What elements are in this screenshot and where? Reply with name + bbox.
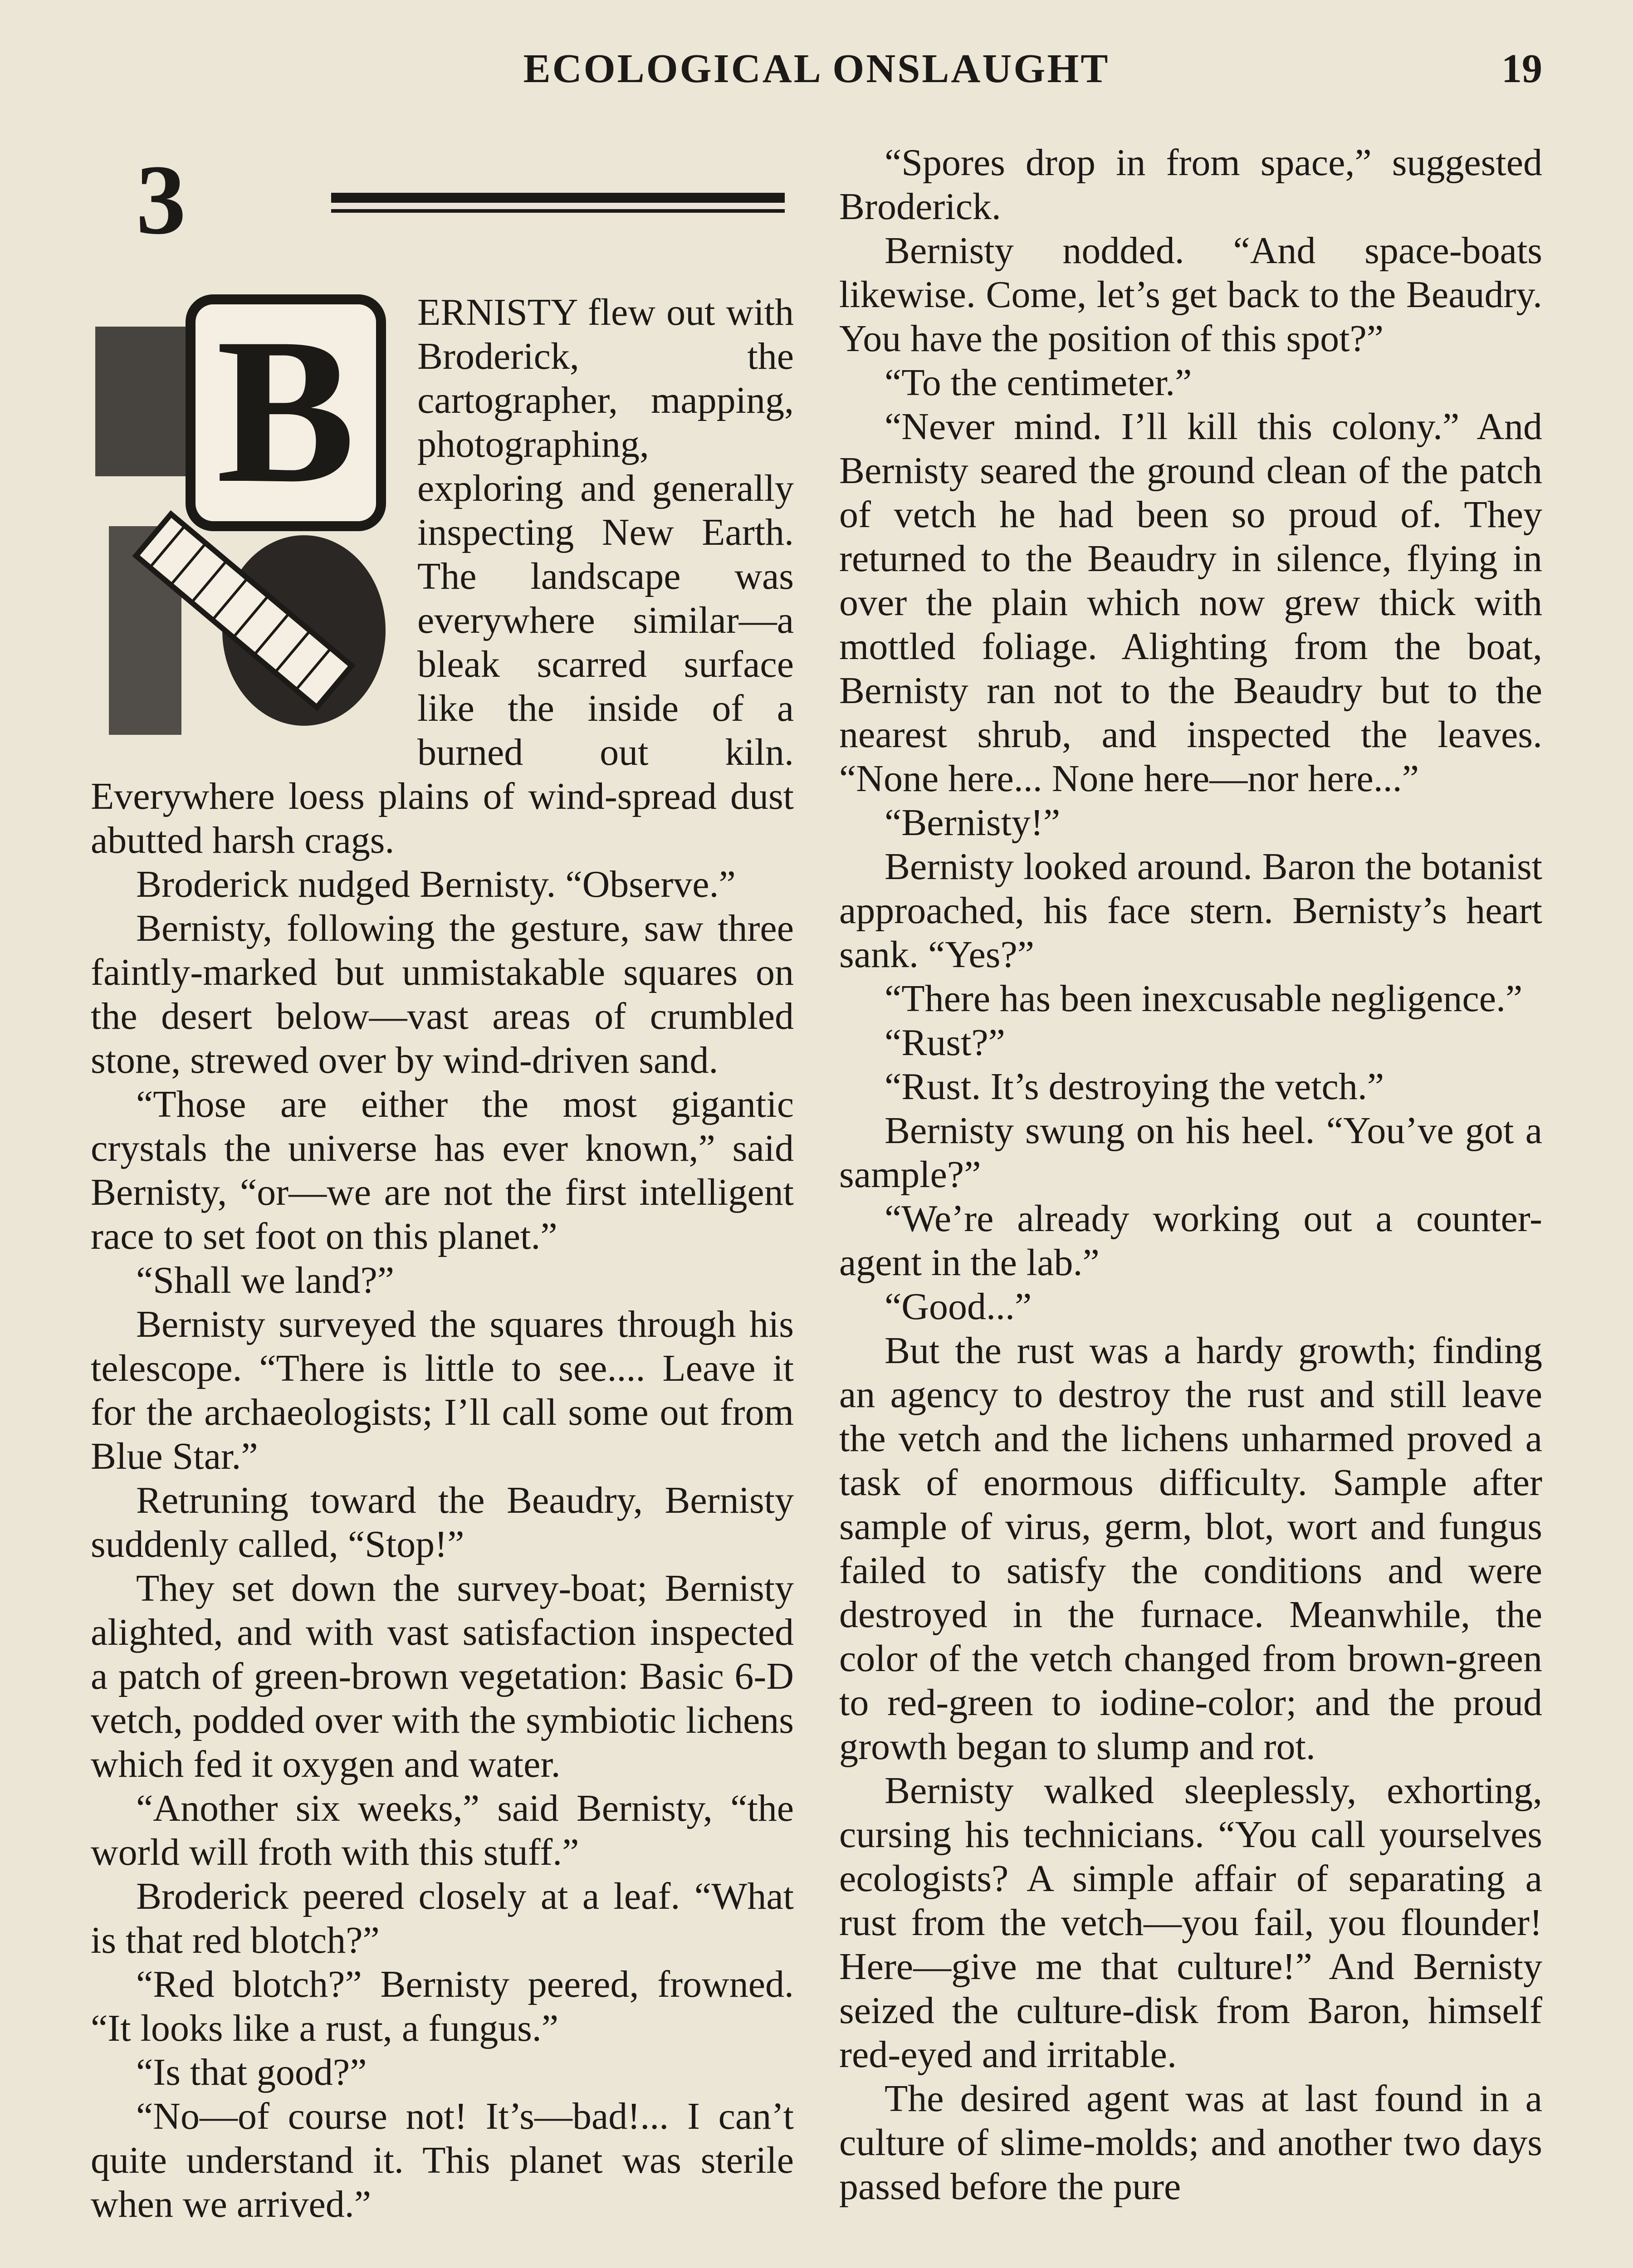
paragraph: Bernisty, following the gesture, saw three faintly-marked but unmistakable squares on the desert below—vast areas of crumbled stone, strewed over by wind-driven sand. — [91, 907, 794, 1081]
paragraph: Retruning toward the Beaudry, Bernisty suddenly called, “Stop!” — [91, 1479, 794, 1565]
paragraph: “To the centimeter.” — [885, 362, 1192, 404]
paragraph: Bernisty nodded. “And space-boats likewise. Come, let’s get back to the Beaudry. You have the position of this spot?” — [839, 230, 1542, 360]
paragraph: “Rust. It’s destroying the vetch.” — [885, 1066, 1384, 1108]
paragraph: “Red blotch?” Bernisty peered, frowned. “It looks like a rust, a fungus.” — [91, 1963, 794, 2049]
paragraph: Bernisty surveyed the squares through his telescope. “There is little to see.... Leave it for the archaeologists; I’ll call some out from Blue Star.” — [91, 1303, 794, 1477]
paragraph: But the rust was a hardy growth; finding an agency to destroy the rust and still leave the vetch and the lichens unharmed proved a task of enormous difficulty. Sample after sample of virus, germ, blot, wort and fungus failed to satisfy the conditions and were destroyed in the furnace. Meanwhile, the color of the vetch changed from brown-green to red-green to iodine-color; and the proud growth began to slump and rot. — [839, 1330, 1542, 1768]
dropcap-b-icon — [91, 290, 399, 744]
dropcap-illustration — [91, 290, 399, 744]
paragraph: Broderick peered closely at a leaf. “What is that red blotch?” — [91, 1875, 794, 1961]
paragraph: Bernisty looked around. Baron the botanist approached, his face stern. Bernisty’s heart sank. “Yes?” — [839, 846, 1542, 976]
chapter-rule — [331, 193, 785, 213]
running-title: ECOLOGICAL ONSLAUGHT — [523, 46, 1110, 91]
paragraph: “Bernisty!” — [885, 802, 1061, 844]
paragraph: “Good...” — [885, 1286, 1032, 1328]
right-column — [839, 141, 1542, 2209]
page-number: 19 — [1501, 46, 1542, 91]
paragraph: Broderick nudged Bernisty. “Observe.” — [136, 863, 736, 905]
paragraph: “Rust?” — [885, 1022, 1005, 1064]
dropcap-letter: B — [216, 295, 356, 526]
paragraph: “Spores drop in from space,” suggested Broderick. — [839, 142, 1542, 228]
paragraph: The desired agent was at last found in a culture of slime-molds; and another two days passed before the pure — [839, 2077, 1542, 2208]
paragraph: “Those are either the most gigantic crystals the universe has ever known,” said Bernisty, “or—we are not the first intelligent race to set foot on this planet.” — [91, 1083, 794, 1257]
paragraph: Bernisty walked sleeplessly, exhorting, cursing his technicians. “You call yourselves ecologists? A simple affair of separating a rust from the vetch—you fail, you flounder! Here—give me that culture!” And Bernisty seized the culture-disk from Baron, himself red-eyed and irritable. — [839, 1769, 1542, 2076]
paragraph: “Never mind. I’ll kill this colony.” And Bernisty seared the ground clean of the patch of vetch he had been so proud of. They returned to the Beaudry in silence, flying in over the plain which now grew thick with mottled foliage. Alighting from the boat, Bernisty ran not to the Beaudry but to the nearest shrub, and inspected the leaves. “None here... None here—nor here...” — [839, 406, 1542, 800]
page-header — [91, 45, 1542, 118]
left-column — [91, 290, 794, 2226]
paragraph: ERNISTY flew out with Broderick, the cartographer, mapping, photographing, exploring and generally inspecting New Earth. The landscape was everywhere similar—a bleak scarred surface like the inside of a burned out kiln. Everywhere loess plains of wind-spread dust abutted harsh crags. — [91, 291, 794, 861]
paragraph: “Is that good?” — [136, 2051, 367, 2093]
paragraph: They set down the survey-boat; Bernisty alighted, and with vast satisfaction inspected a patch of green-brown vegetation: Basic 6-D vetch, podded over with the symbiotic lichens which fed it oxygen and water. — [91, 1567, 794, 1785]
paragraph: “Another six weeks,” said Bernisty, “the world will froth with this stuff.” — [91, 1787, 794, 1873]
paragraph: “Shall we land?” — [136, 1259, 395, 1301]
chapter-number: 3 — [136, 144, 186, 255]
paragraph: Bernisty swung on his heel. “You’ve got a sample?” — [839, 1110, 1542, 1196]
paragraph: “No—of course not! It’s—bad!... I can’t quite understand it. This planet was sterile when we arrived.” — [91, 2095, 794, 2225]
paragraph: “There has been inexcusable negligence.” — [885, 978, 1523, 1020]
paragraph: “We’re already working out a counter-agent in the lab.” — [839, 1198, 1542, 1284]
